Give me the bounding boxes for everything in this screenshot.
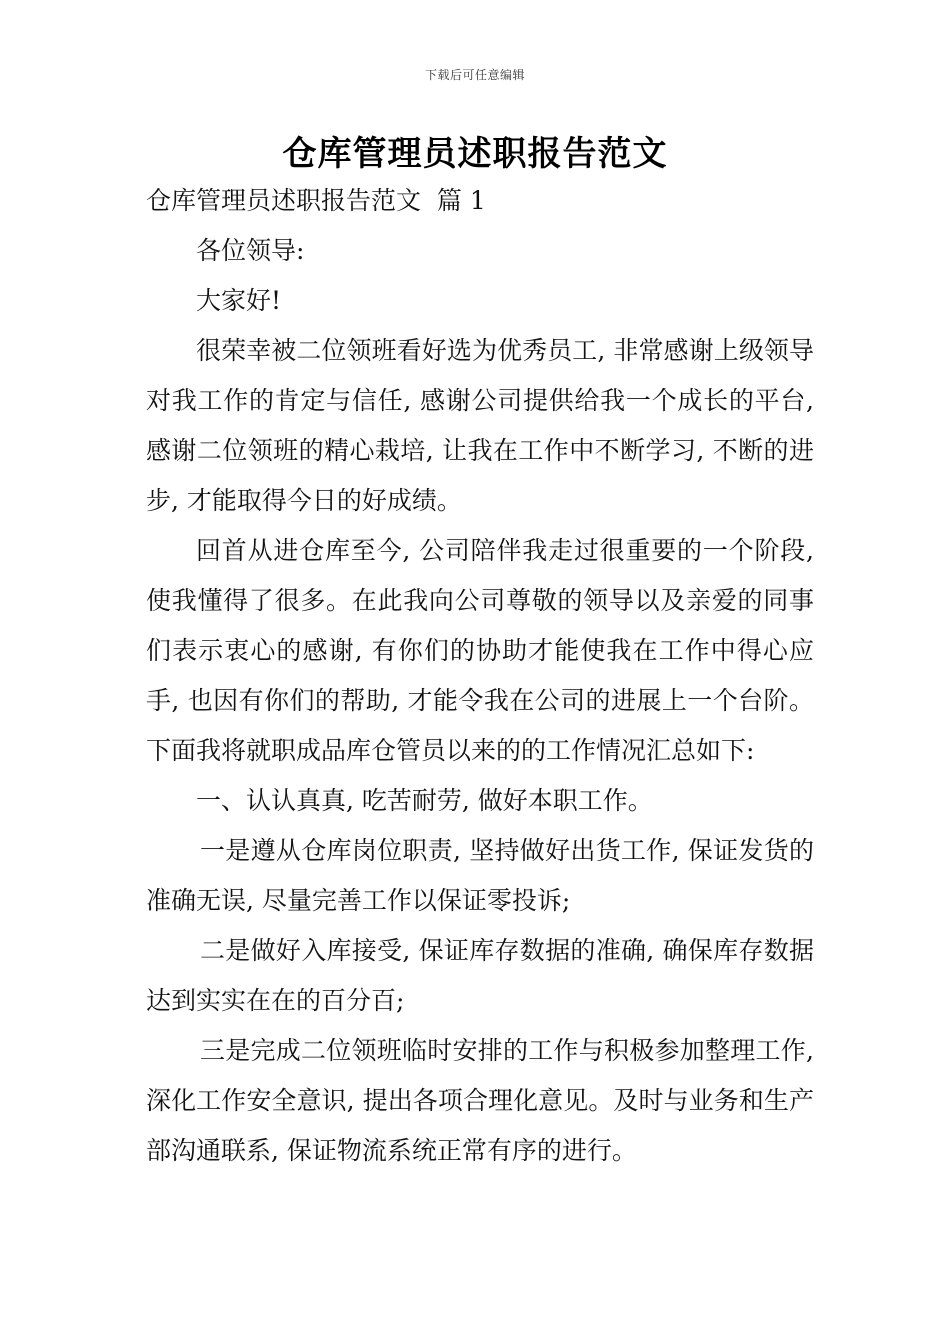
greeting: 大家好! — [196, 286, 282, 315]
paragraph-item-1: 一是遵从仓库岗位职责, 坚持做好出货工作, 保证发货的准确无误, 尽量完善工作以保证零投诉; — [146, 836, 814, 915]
salutation: 各位领导: — [196, 236, 305, 265]
document-body — [146, 176, 814, 1176]
section-heading: 仓库管理员述职报告范文 篇 1 — [146, 186, 486, 215]
paragraph-thanks: 很荣幸被二位领班看好选为优秀员工, 非常感谢上级领导对我工作的肯定与信任, 感谢公司提供给我一个成长的平台, 感谢二位领班的精心栽培, 让我在工作中不断学习, 不断的进步, 才能取得今日的好成绩。 — [146, 336, 814, 515]
paragraph-item-2: 二是做好入库接受, 保证库存数据的准确, 确保库存数据达到实实在在的百分百; — [146, 936, 814, 1015]
paragraph-item-3: 三是完成二位领班临时安排的工作与积极参加整理工作, 深化工作安全意识, 提出各项合理化意见。及时与业务和生产部沟通联系, 保证物流系统正常有序的进行。 — [146, 1036, 814, 1165]
document-title: 仓库管理员述职报告范文 — [282, 134, 668, 174]
paragraph-point-one: 一、认认真真, 吃苦耐劳, 做好本职工作。 — [196, 786, 653, 815]
header-note: 下载后可任意编辑 — [424, 68, 525, 82]
paragraph-review: 回首从进仓库至今, 公司陪伴我走过很重要的一个阶段, 使我懂得了很多。在此我向公司尊敬的领导以及亲爱的同事们表示衷心的感谢, 有你们的协助才能使我在工作中得心应手, 也因有你们的帮助, 才能令我在公司的进展上一个台阶。下面我将就职成品库仓管员以来的的工作情况汇总如下: — [146, 536, 814, 765]
